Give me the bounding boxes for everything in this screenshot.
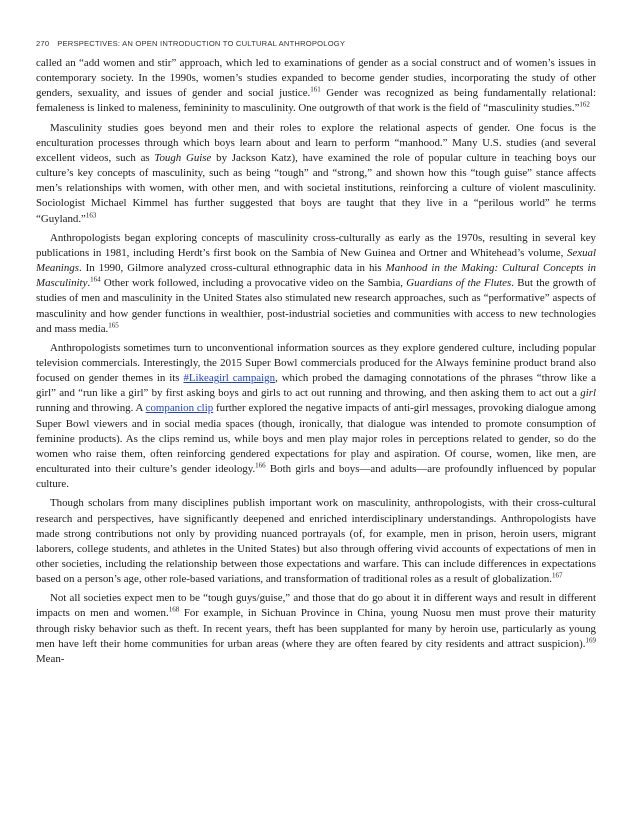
footnote-ref: 167 xyxy=(551,571,563,580)
italic-word: girl xyxy=(580,387,596,400)
italic-title: Guardians of the Flutes xyxy=(406,277,512,290)
running-title: PERSPECTIVES: AN OPEN INTRODUCTION TO CULTURAL ANTHROPOLOGY xyxy=(57,39,346,48)
text-run: called an “add women and stir” approach, which led to examinations of gender as a social construct and of women’s issues in contemporary society. In the 1990s, women’s studies expanded to become gender studies, incorporating the study of other genders, sexuality, and issues of gender and social justice. xyxy=(36,57,596,100)
footnote-ref: 169 xyxy=(585,636,596,645)
text-run: further explored the negative impacts of anti-girl messages, provoking dialogue among Super Bowl viewers and in social media spaces (though, ironically, that dialogue was intended to promote consumption of feminine products). As the clips remind us, while boys and men play major roles in perceptions related to gender, so do the women who raise them, often reinforcing gendered expectations for play and aspiration. Of course, women, like men, are enculturated into their culture’s gender ideology. xyxy=(36,402,597,476)
text-run: Though scholars from many disciplines publish important work on masculinity, anthropologists, with their cross-cultural research and perspectives, have significantly deepened and enriched interdisciplinary understandings. Anthropologists have made strong contributions not only by providing nuanced portrayals (of, for example, men in prison, heroin users, migrant laborers, college students, and athletes in the United States) but also through offering vivid accounts of expectations of men in other societies, including the relationship between those expectations and warfare. This can include differences in expectations based on a person’s age, other role-based variations, and transformation of traditional roles as a result of globalization. xyxy=(36,497,596,586)
text-run: Other work followed, including a provocative video on the Sambia, xyxy=(100,277,407,290)
text-run: Both girls and boys—and adults—are profoundly influenced by popular culture. xyxy=(36,463,596,491)
italic-title: Sexual Meanings xyxy=(36,246,596,275)
text-run: Masculinity studies goes beyond men and their roles to explore the relational aspects of gender. One focus is the enculturation processes through which boys learn about and learn to perform “manhood.” Many U.S. studies (and several excellent videos, such as xyxy=(36,121,596,164)
paragraph-3 xyxy=(36,231,596,337)
text-run: For example, in Sichuan Province in China, young Nuosu men must prove their maturity through risky behavior such as theft. In recent years, theft has been supplanted for many by heroin use, particularly as young men have left their home communities for urban areas (where they are often feared by city residents and attract suspicion). xyxy=(36,607,596,650)
paragraph-4 xyxy=(36,341,596,493)
body-text xyxy=(36,56,596,671)
companion-clip-link[interactable]: companion clip xyxy=(145,402,214,415)
text-run: Anthropologists sometimes turn to unconventional information sources as they explore gendered culture, including popular television commercials. Interestingly, the 2015 Super Bowl commercials produced for the Always feminine product brand also focused on gender themes in its xyxy=(36,341,596,385)
footnote-ref: 166 xyxy=(255,461,266,470)
italic-title: Tough Guise xyxy=(154,151,212,164)
likeagirl-campaign-link[interactable]: #Likeagirl campaign xyxy=(183,372,276,385)
text-run: . But the growth of studies of men and masculinity in the United States also stimulated new research approaches, such as “performative” aspects of masculinity and how gender functions in wealthier, post-industrial societies and communities with access to new technologies and mass media. xyxy=(36,277,596,335)
text-run: . In 1990, Gilmore analyzed cross-cultural ethnographic data in his xyxy=(78,262,386,275)
page-number: 270 xyxy=(36,39,50,48)
paragraph-5 xyxy=(36,496,596,587)
footnote-ref: 162 xyxy=(579,100,590,109)
text-run: running and throwing. A xyxy=(36,402,146,415)
text-run: Mean- xyxy=(36,652,65,665)
footnote-ref: 161 xyxy=(310,85,321,94)
footnote-ref: 165 xyxy=(108,321,119,330)
italic-title: Manhood in the Making: Cultural Concepts in Masculinity xyxy=(36,262,596,290)
paragraph-2 xyxy=(36,121,596,227)
footnote-ref: 163 xyxy=(85,210,97,219)
text-run: , which probed the damaging connotations of the phrases “throw like a girl” and “run like a girl” by first asking boys and girls to act out running and throwing, and then asking them to act out a xyxy=(36,372,596,400)
text-run: Anthropologists began exploring concepts of masculinity cross-culturally as early as the 1970s, resulting in several key publications in 1981, including Herdt’s first book on the Sambia of New Guinea and Ortner and Whitehead’s volume, xyxy=(36,231,596,259)
footnote-ref: 164 xyxy=(90,275,101,284)
text-run: Gender was recognized as being fundamentally relational: femaleness is linked to maleness, femininity to masculinity. One outgrowth of that work is the field of “masculinity studies.” xyxy=(36,87,596,115)
running-header xyxy=(36,39,596,48)
footnote-ref: 168 xyxy=(168,605,180,614)
paragraph-6 xyxy=(36,591,596,667)
text-run: by Jackson Katz), have examined the role of popular culture in teaching boys our culture’s key concepts of masculinity, such as being “tough” and “strong,” and shown how this “tough guise” stance affects men’s relationships with women, with other men, and with societal institutions, reinforcing a culture of violent masculinity. Sociologist Michael Kimmel has further suggested that boys are taught that they live in a “perilous world” he terms “Guyland.” xyxy=(36,151,596,225)
text-run: . xyxy=(87,277,91,290)
paragraph-1 xyxy=(36,56,596,117)
text-run: Not all societies expect men to be “tough guys/guise,” and those that do go about it in different ways and result in different impacts on men and women. xyxy=(36,592,596,620)
